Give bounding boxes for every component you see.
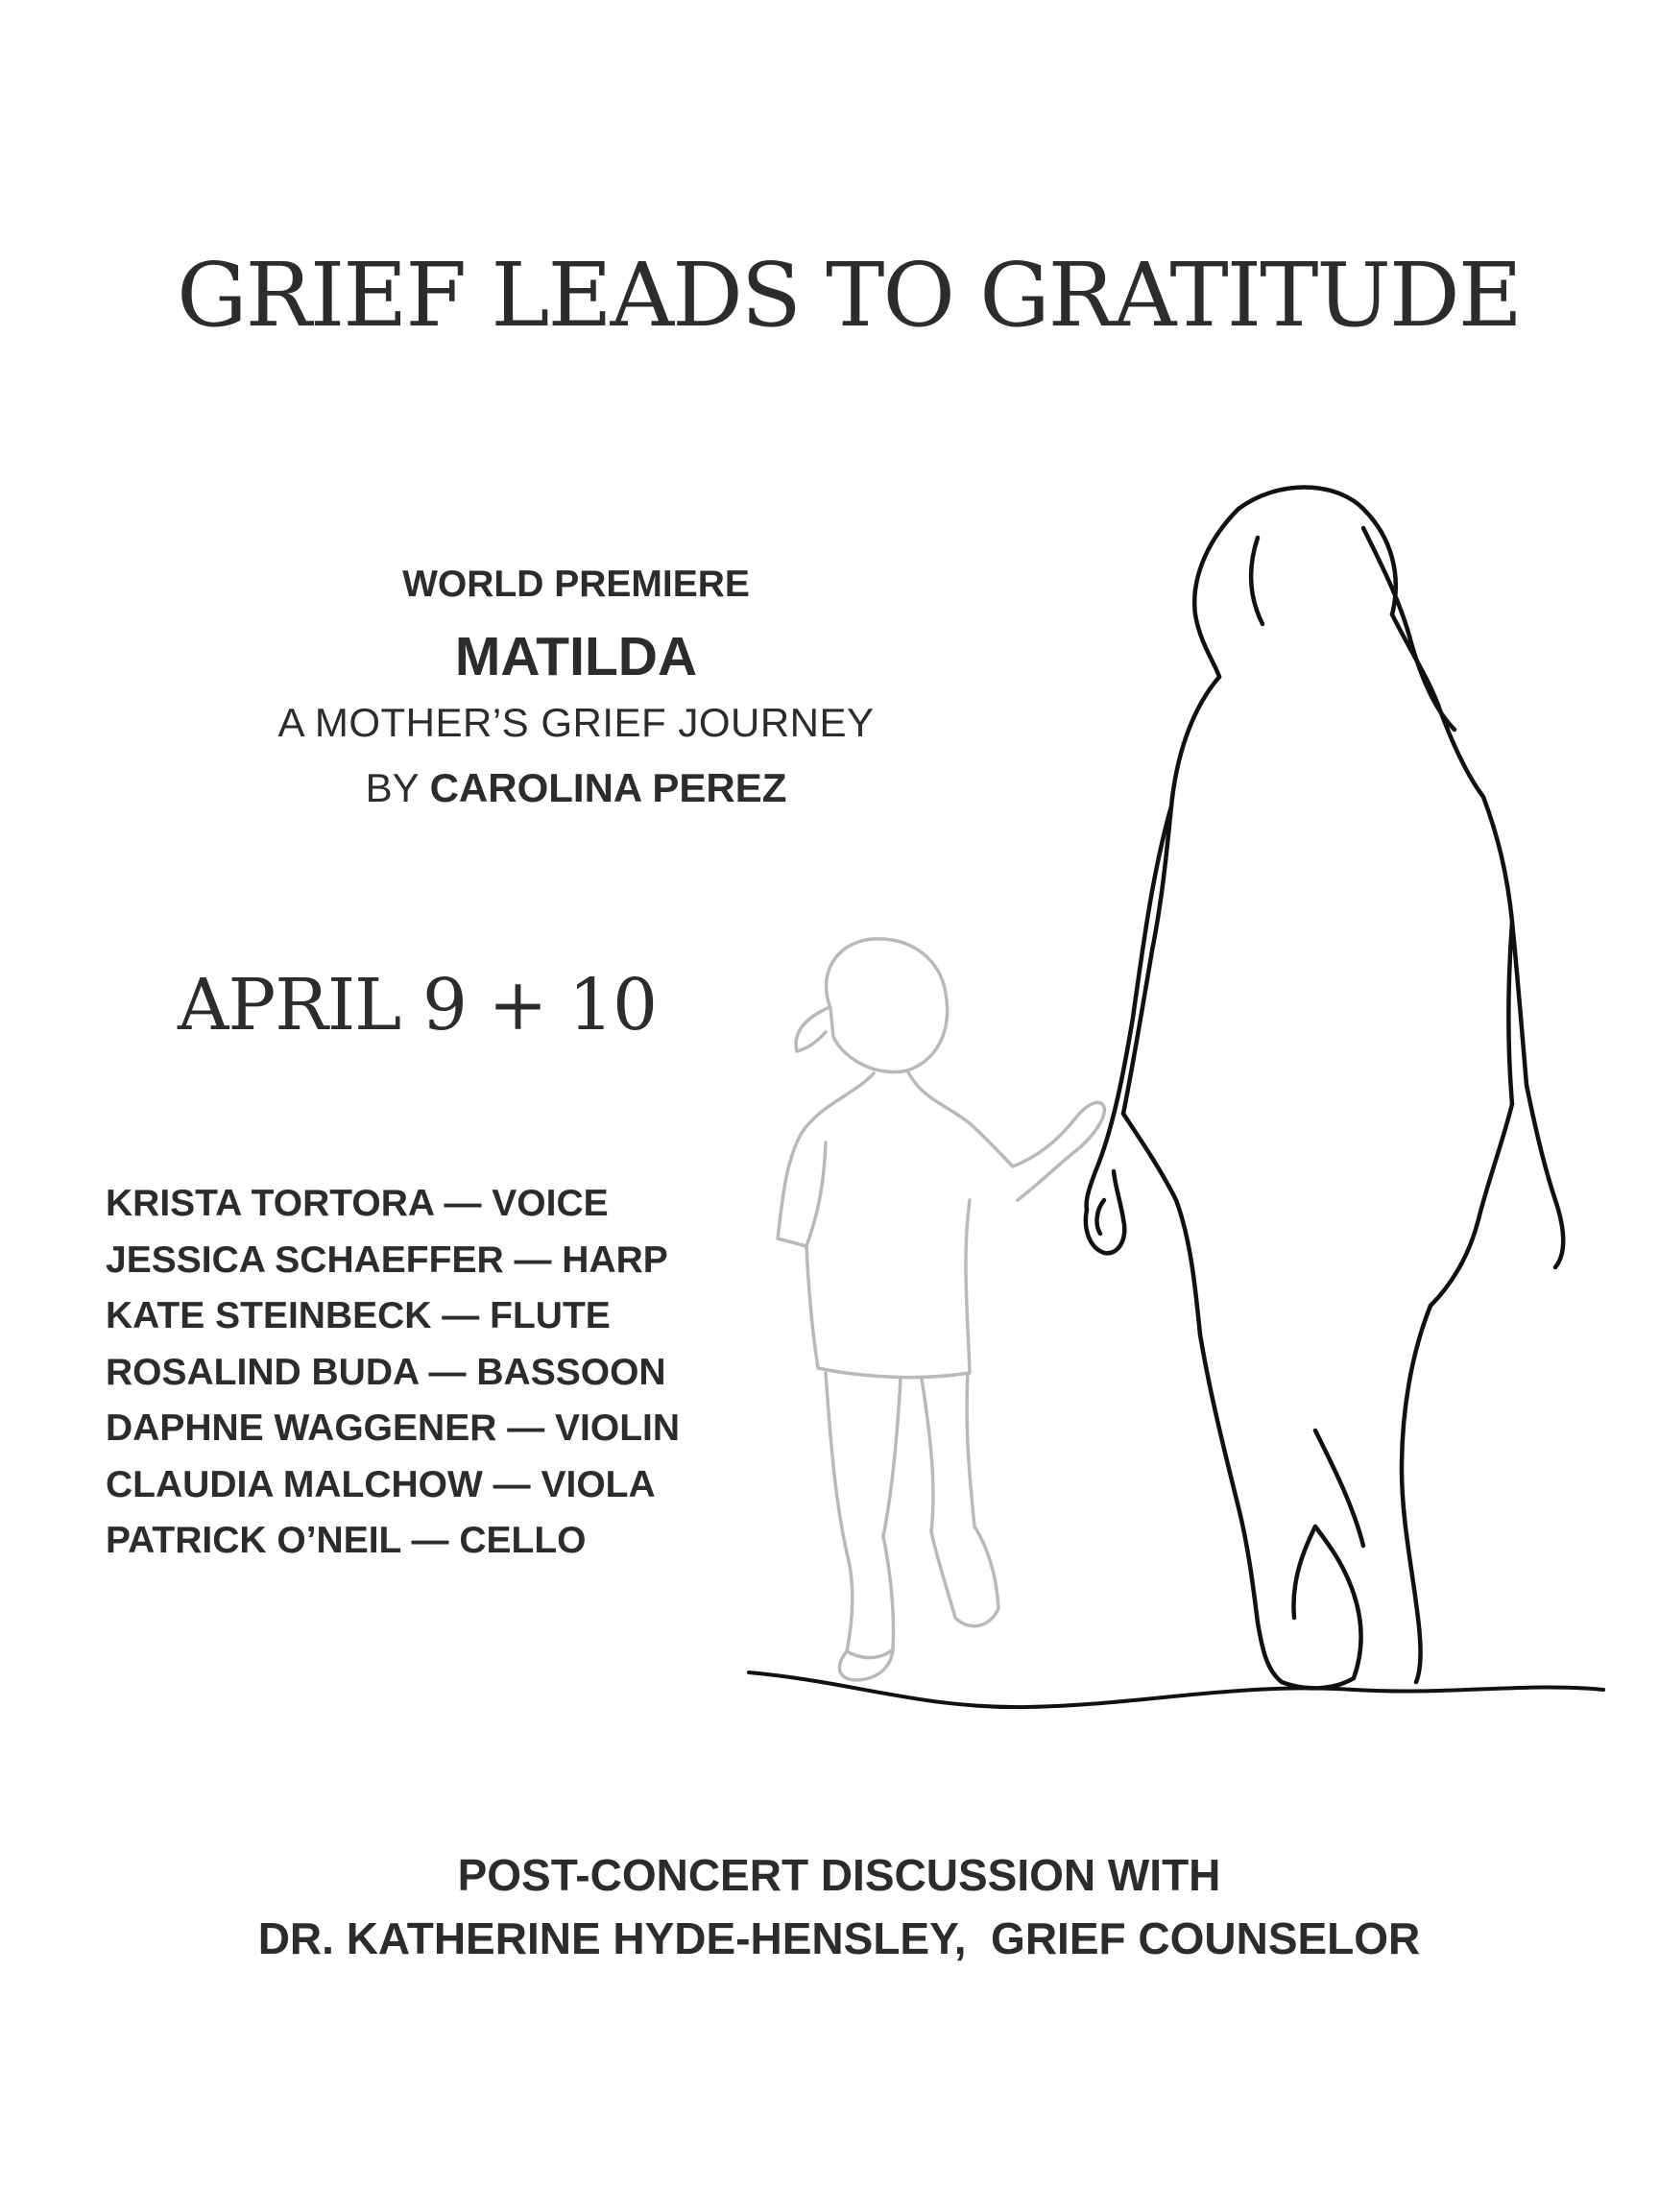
child-figure [778, 939, 1104, 1680]
poster-headline: GRIEF LEADS TO GRATITUDE [177, 244, 1521, 347]
ground-line [749, 1672, 1603, 1707]
performer-item: CLAUDIA MALCHOW — VIOLA [106, 1463, 656, 1505]
performer-item: KATE STEINBECK — FLUTE [106, 1295, 611, 1336]
discussion-line-2: DR. KATHERINE HYDE-HENSLEY, GRIEF COUNSELOR [257, 1913, 1421, 1963]
mother-and-child-line-art [739, 470, 1623, 1728]
discussion-line-1: POST-CONCERT DISCUSSION WITH [457, 1850, 1221, 1900]
performance-dates: APRIL 9 + 10 [178, 964, 658, 1046]
composer-name: CAROLINA PEREZ [429, 765, 787, 810]
mother-figure [1086, 488, 1563, 1689]
performer-item: DAPHNE WAGGENER — VIOLIN [106, 1407, 681, 1449]
premiere-label: WORLD PREMIERE [402, 564, 750, 605]
post-concert-discussion [0, 1843, 1659, 1970]
performer-item: KRISTA TORTORA — VOICE [106, 1183, 609, 1224]
byline-prefix: BY [365, 765, 419, 810]
work-subtitle: A MOTHER’S GRIEF JOURNEY [277, 700, 875, 745]
work-title: MATILDA [454, 626, 698, 687]
performer-list [106, 1176, 680, 1570]
performer-item: PATRICK O’NEIL — CELLO [106, 1520, 587, 1561]
performer-item: JESSICA SCHAEFFER — HARP [106, 1238, 668, 1281]
performer-item: ROSALIND BUDA — BASSOON [106, 1351, 666, 1393]
